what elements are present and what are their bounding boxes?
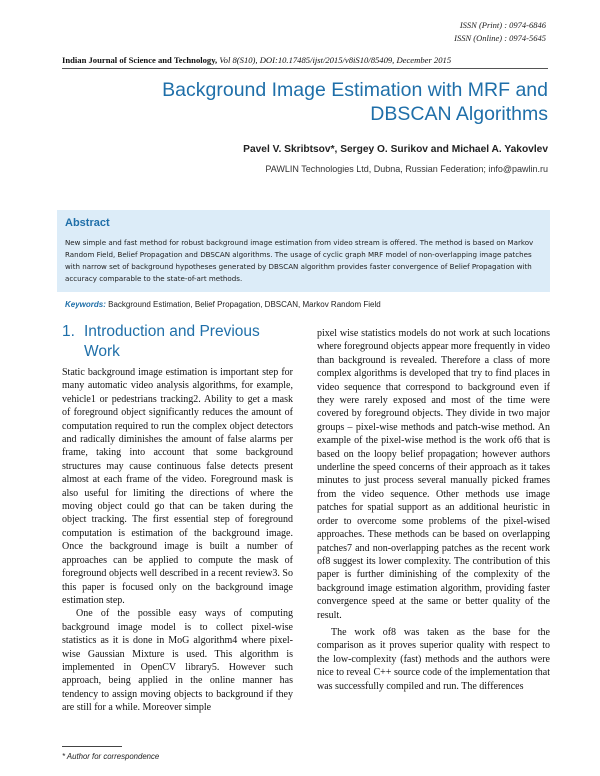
- journal-details: Vol 8(S10), DOI:10.17485/ijst/2015/v8iS10/85409, December 2015: [219, 55, 452, 65]
- body-column-right: [317, 327, 550, 693]
- journal-name: Indian Journal of Science and Technology,: [62, 55, 218, 65]
- section-title-line1: Introduction and Previous: [84, 323, 260, 340]
- footnote: * Author for correspondence: [62, 752, 160, 761]
- authors: Pavel V. Skribtsov*, Sergey O. Surikov and Michael A. Yakovlev: [243, 144, 548, 155]
- abstract-heading: Abstract: [65, 217, 110, 229]
- paragraph: One of the possible easy ways of computing background image model is to collect pixel-wise statistics as it is done in MoG algorithm4 where pixel-wise Gaussian Mixture is used. This algorithm is implemented in OpenCV library5. However such approach, being applied in the online manner has tendency to assign moving objects to background if they are still for a while. Moreover simple: [62, 608, 293, 714]
- section-heading: [62, 322, 312, 362]
- issn-print: ISSN (Print) : 0974-6846: [459, 20, 546, 30]
- affiliation: PAWLIN Technologies Ltd, Dubna, Russian Federation; info@pawlin.ru: [265, 164, 548, 174]
- paragraph: pixel wise statistics models do not work at such locations where foreground objects appear more frequently in video than background is revealed. Therefore a class of more complex algorithms is developed that try to find places in video sequence that correspond to background even if they were rarely exposed and most of the time were covered by foreground objects. They divide in two major groups – pixel-wise methods and patch-wise method. An example of the pixel-wise method is the work of6 that is based on the loopy belief propagation; however authors underline the speed concerns of their approach as it takes minutes to just process several manually picked frames from the video sequence. Other methods use image patches for spatial support as an additional heuristic in order to overcome some problems of the pixel-wised approaches. These methods can be based on overlapping patches7 and non-overlapping patches as the recent work of8 suggest its lower complexity. The contribution of this paper is further diminishing of the complexity of the background image estimation algorithm, providing faster convergence speed at the same or better quality of the result.: [317, 328, 550, 621]
- keywords: [65, 300, 545, 309]
- paragraph: The work of8 was taken as the base for the comparison as it proves superior quality with respect to the low-complexity (fast) methods and the authors were nice to reveal C++ source code of the implementation that was successfully compiled and run. The differences: [317, 626, 550, 692]
- footnote-rule: [62, 746, 122, 747]
- issn-online: ISSN (Online) : 0974-5645: [454, 33, 546, 43]
- article-title-line2: DBSCAN Algorithms: [370, 103, 548, 125]
- section-number: 1.: [62, 323, 75, 340]
- section-title-line2: Work: [84, 343, 120, 360]
- body-column-left: [62, 366, 293, 715]
- keywords-label: Keywords:: [65, 300, 106, 309]
- article-title-line1: Background Image Estimation with MRF and: [162, 79, 548, 101]
- abstract-text: New simple and fast method for robust background image estimation from video stream is offered. The method is based on Markov Random Field, Belief Propagation and DBSCAN algorithms. The usage of cyclic graph MRF model of non-overlapping image patches with narrow set of background hypotheses generated by DBSCAN algorithm provides faster convergence of Belief Propagation with accuracy comparable to the state-of-art methods.: [65, 238, 534, 283]
- paragraph: Static background image estimation is important step for many automatic video analysis algorithms, for example, vehicle1 or pedestrians tracking2. Ability to get a mask of foreground object significantly reduces the amount of computation required to run the complex object detectors and radically diminishes the amount of false alarms per frame, taking into account that some background structures may cause continuous false detects present almost at each frame of the video. Foreground mask is also useful for limiting the directions of where the moving object could go that can be taken during the object tracking. The first essential step of foreground computation is estimation of the background image. Once the background image is built a number of approaches can be applied to compute the mask of foreground objects well described in a recent review3. So this paper is focused only on the background image estimation step.: [62, 367, 293, 606]
- keywords-text: Background Estimation, Belief Propagation, DBSCAN, Markov Random Field: [108, 300, 381, 309]
- header-rule: [62, 68, 548, 69]
- journal-citation: [62, 55, 451, 65]
